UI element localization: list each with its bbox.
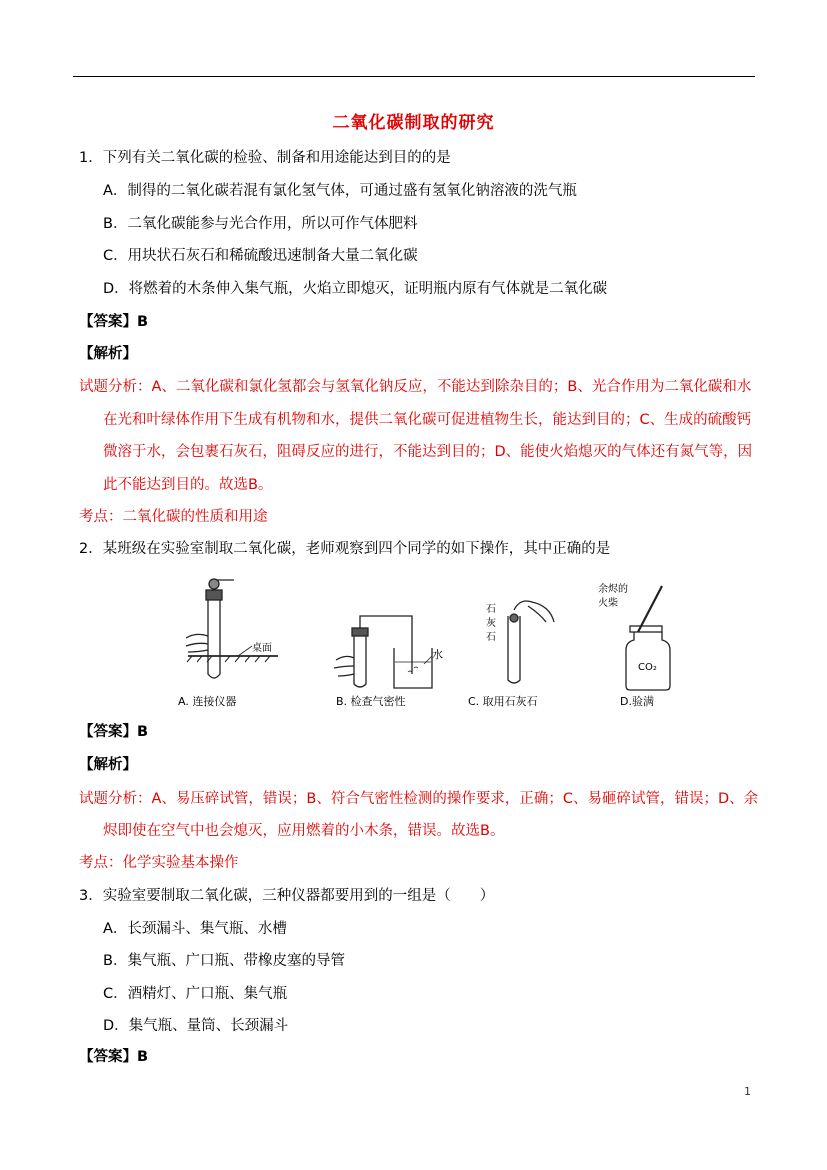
question-1-analysis-label: 【解析】 (79, 346, 137, 362)
desk-pointer (238, 646, 252, 656)
glass-plate (630, 626, 662, 632)
label-stone-2: 灰 (486, 618, 496, 629)
figure-c-limestone (508, 601, 554, 683)
water-pointer (424, 656, 432, 664)
label-stone-3: 石 (486, 632, 496, 643)
gas-bottle (626, 632, 670, 690)
hand-top-a (209, 579, 219, 589)
bubbles (408, 667, 418, 672)
label-co2: CO₂ (638, 662, 657, 673)
hand-a (186, 634, 208, 652)
page-number: 1 (744, 1085, 751, 1098)
page-title: 二氧化碳制取的研究 (332, 113, 495, 133)
figure-b-airtightness (334, 616, 432, 688)
question-2-kaodian: 考点：化学实验基本操作 (79, 855, 239, 871)
label-desk: 桌面 (252, 643, 272, 654)
label-stone-1: 石 (486, 604, 496, 615)
figure-d-full-check (626, 586, 670, 690)
question-3-option-a: A．长颈漏斗、集气瓶、水槽 (103, 921, 287, 937)
test-tube-a (208, 600, 220, 678)
question-2-analysis-line-2: 烬即使在空气中也会熄灭，应用燃着的小木条，错误。故选B。 (103, 823, 505, 839)
beaker-b (394, 648, 432, 688)
label-water: 水 (432, 648, 443, 661)
test-tube-b (354, 636, 366, 687)
question-1-option-b: B．二氧化碳能参与光合作用，所以可作气体肥料 (103, 216, 418, 232)
question-2-analysis-label: 【解析】 (79, 757, 137, 773)
header-rule (73, 76, 755, 77)
question-1-analysis-line-4: 此不能达到目的。故选B。 (103, 477, 273, 493)
delivery-tube-b (360, 616, 412, 674)
question-2-stem: 2．某班级在实验室制取二氧化碳，老师观察到四个同学的如下操作，其中正确的是 (79, 541, 611, 557)
question-3-option-d: D．集气瓶、量筒、长颈漏斗 (103, 1018, 289, 1034)
figure-a-connecting (186, 579, 278, 678)
question-1-kaodian: 考点：二氧化碳的性质和用途 (79, 509, 268, 525)
question-3-option-b: B．集气瓶、广口瓶、带橡皮塞的导管 (103, 953, 345, 969)
stopper-b (352, 628, 368, 636)
question-1-option-d: D．将燃着的木条伸入集气瓶，火焰立即熄灭，证明瓶内原有气体就是二氧化碳 (103, 281, 608, 297)
caption-a: A. 连接仪器 (178, 695, 237, 708)
question-1-analysis-line-2: 在光和叶绿体作用下生成有机物和水，提供二氧化碳可促进植物生长，能达到目的；C、生成的硫酸钙 (103, 412, 752, 428)
caption-c: C. 取用石灰石 (468, 695, 538, 708)
test-tube-c (508, 616, 520, 683)
caption-d: D.验满 (620, 695, 654, 708)
label-ember-1: 余烬的 (598, 584, 628, 595)
hand-b (334, 656, 354, 676)
question-2-analysis-line-1: 试题分析：A、易压碎试管，错误；B、符合气密性检测的操作要求，正确；C、易砸碎试管，错误；D、余 (79, 791, 759, 807)
question-1-answer: 【答案】B (79, 314, 149, 330)
question-1-analysis-line-1: 试题分析：A、二氧化碳和氯化氢都会与氢氧化钠反应，不能达到除杂目的；B、光合作用为二氧化碳和水 (79, 379, 752, 395)
question-1-analysis-line-3: 微溶于水，会包裹石灰石，阻碍反应的进行，不能达到目的；D、能使火焰熄灭的气体还有氮气等，因 (103, 444, 753, 460)
question-1-stem: 1．下列有关二氧化碳的检验、制备和用途能达到目的的是 (79, 150, 451, 166)
label-ember-2: 火柴 (598, 598, 618, 609)
caption-b: B. 检查气密性 (336, 695, 406, 708)
question-3-option-c: C．酒精灯、广口瓶、集气瓶 (103, 986, 288, 1002)
limestone-piece (510, 614, 518, 622)
question-3-answer: 【答案】B (79, 1049, 149, 1065)
stopper-a (206, 590, 222, 600)
experiment-figure (168, 576, 678, 716)
desk-hatch (187, 656, 270, 662)
question-1-option-c: C．用块状石灰石和稀硫酸迅速制备大量二氧化碳 (103, 248, 418, 264)
match-stick (638, 586, 662, 632)
question-1-option-a: A．制得的二氧化碳若混有氯化氢气体，可通过盛有氢氧化钠溶液的洗气瓶 (103, 183, 577, 199)
question-3-stem: 3．实验室要制取二氧化碳，三种仪器都要用到的一组是（ ） (79, 888, 495, 904)
question-2-answer: 【答案】B (79, 724, 149, 740)
